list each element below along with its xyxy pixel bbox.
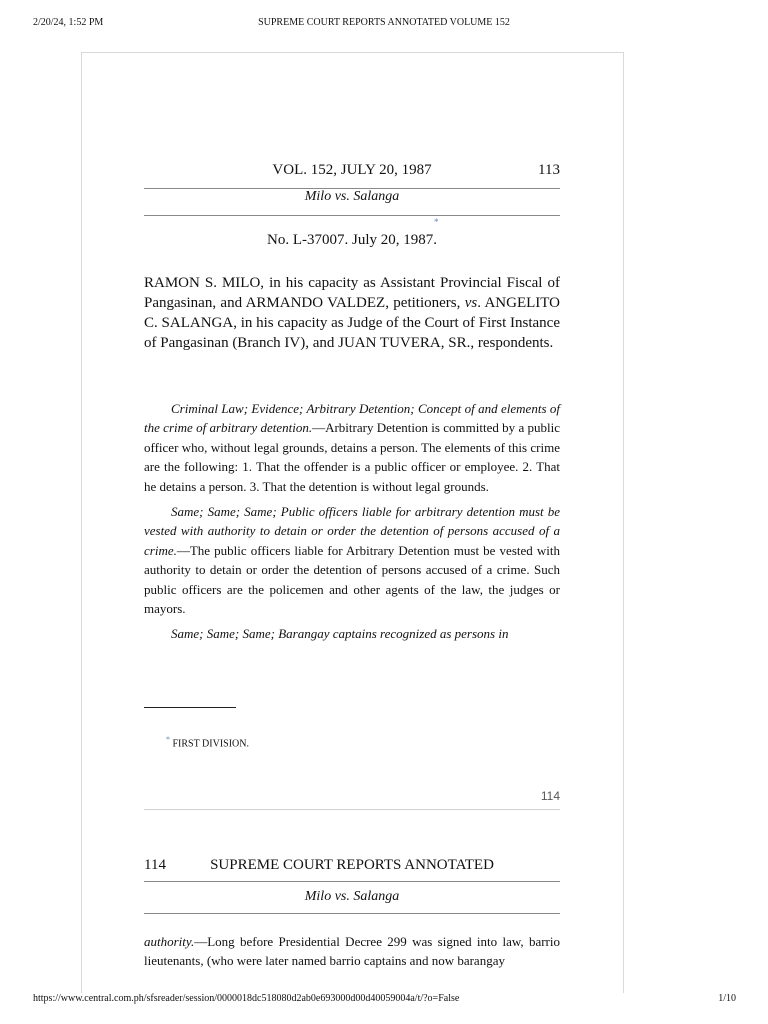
running-title: SUPREME COURT REPORTS ANNOTATED [210,857,494,873]
syllabus-topic: Same; Same; Same; Public officers liable for arbitrary detention must be vested with authority to detain or order the detention of persons accused of a crime. [144,504,560,558]
page-number-114: 114 [144,857,166,873]
print-header [0,17,768,31]
page-number-113: 113 [538,162,560,178]
header-rule-bottom [144,215,560,216]
syllabus-text: —The public officers liable for Arbitrary Detention must be vested with authority to detain or order the detention of persons accused of a crime. Such public officers are the policemen and other agents of the law, the judges or mayors. [144,542,560,617]
print-datetime: 2/20/24, 1:52 PM [33,17,104,28]
running-head-page-113 [144,162,560,182]
parties-part-2: . ANGELITO C. SALANGA, in his capacity as Judge of the Court of First Instance of Pangasinan (Branch IV), and JUAN TUVERA, SR., respondents. [144,295,560,351]
syllabus-paragraph [144,502,560,618]
syllabus [144,399,560,650]
web-page-number: 114 [540,789,560,803]
case-title: Milo vs. Salanga [304,889,400,904]
body-paragraph [144,932,560,971]
syllabus-text: —Arbitrary Detention is committed by a public officer who, without legal grounds, detains a person. The elements of this crime are the following: 1. That the offender is a public officer or employee. 2. That he detains a person. 3. That the detention is without legal grounds. [144,420,561,494]
case-number: No. L-37007. July 20, 1987. [267,232,437,248]
document-page [81,52,624,993]
footnote-mark: * [166,735,170,744]
syllabus-topic: Same; Same; Same; Barangay captains recognized as persons in [171,626,509,642]
page-separator [144,809,560,810]
print-url: https://www.central.com.ph/sfsreader/session/0000018dc518080d2ab0e693000d00d40059004a/t/?o=False [33,993,460,1004]
footnote [166,735,249,749]
running-head-page-114 [144,857,560,877]
footnote-star-link[interactable]: * [434,217,439,227]
body-text: —Long before Presidential Decree 299 was signed into law, barrio lieutenants, (who were later named barrio captains and now barangay [144,934,560,969]
volume-date: VOL. 152, JULY 20, 1987 [272,162,432,178]
case-title: Milo vs. Salanga [304,189,400,204]
syllabus-topic: Criminal Law; Evidence; Arbitrary Detention; Concept of and elements of the crime of arbitrary detention. [144,401,560,436]
parties-paragraph [144,273,560,353]
header-rule-bottom [144,913,560,914]
footnote-text: FIRST DIVISION. [172,738,249,750]
body-italic: authority. [144,934,195,949]
syllabus-paragraph [144,624,560,643]
parties-vs: vs [464,295,478,311]
parties-part-1: RAMON S. MILO, in his capacity as Assistant Provincial Fiscal of Pangasinan, and ARMANDO VALDEZ, petitioners, [144,275,560,311]
footnote-rule [144,707,236,708]
print-page-count: 1/10 [718,993,736,1004]
header-rule-top [144,881,560,882]
print-title: SUPREME COURT REPORTS ANNOTATED VOLUME 152 [258,17,510,28]
syllabus-paragraph [144,399,560,496]
print-footer [0,993,768,1007]
